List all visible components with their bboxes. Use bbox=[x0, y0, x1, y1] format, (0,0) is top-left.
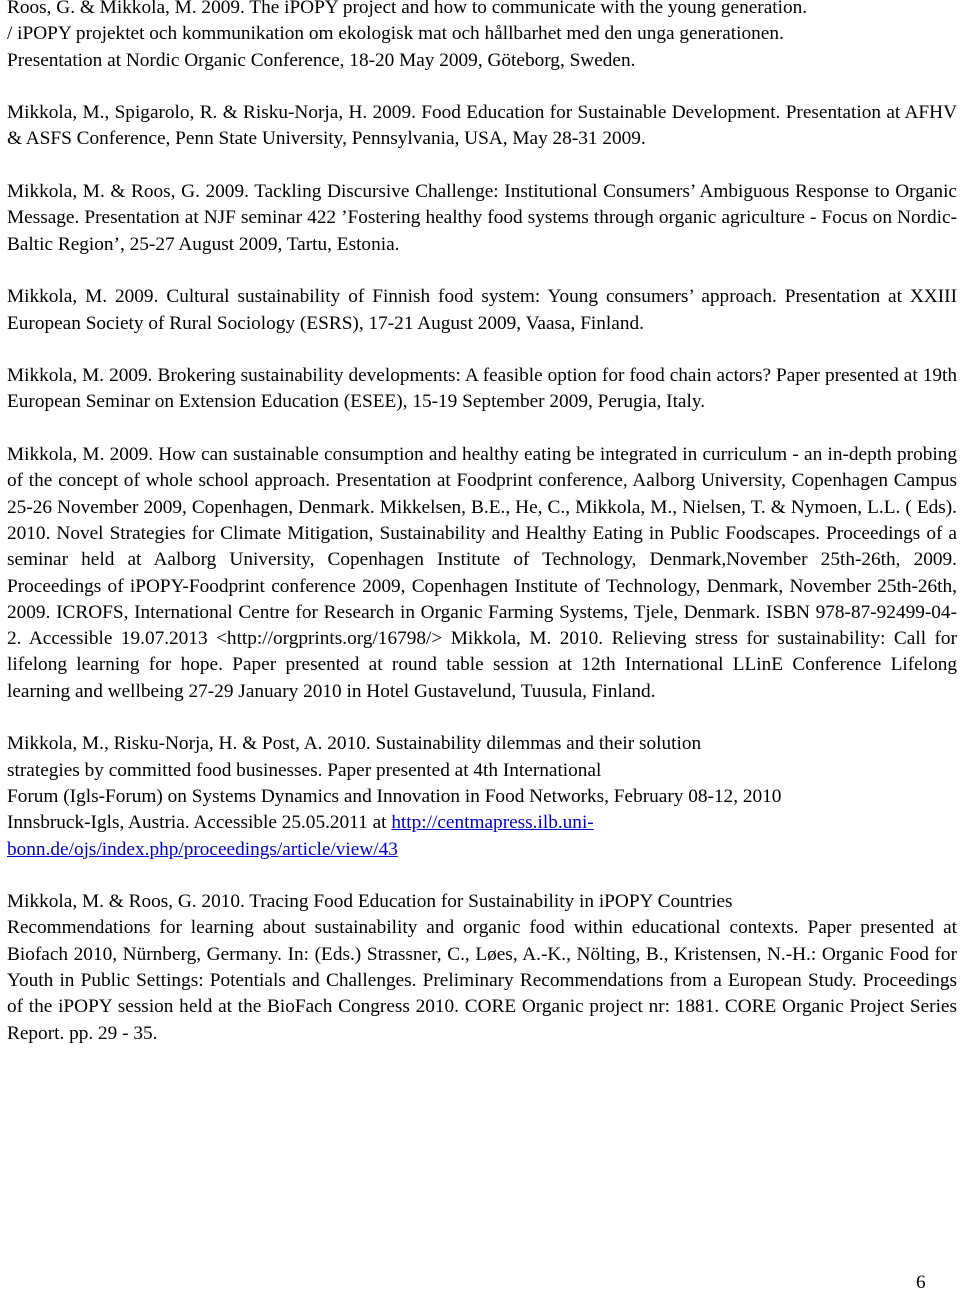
reference-line: Mikkola, M., Risku-Norja, H. & Post, A. 2010. Sustainability dilemmas and their solution bbox=[7, 733, 702, 755]
reference-line: Roos, G. & Mikkola, M. 2009. The iPOPY project and how to communicate with the young generation. bbox=[7, 0, 808, 18]
reference-line: / iPOPY projektet och kommunikation om ekologisk mat och hållbarhet med den unga generationen. bbox=[7, 23, 784, 45]
reference-line bbox=[7, 837, 957, 863]
paragraph-gap bbox=[7, 153, 957, 179]
centmapress-link[interactable]: http://centmapress.ilb.uni- bbox=[391, 812, 594, 834]
reference-line-text: Innsbruck-Igls, Austria. Accessible 25.05.2011 at bbox=[7, 812, 392, 834]
reference-list bbox=[7, 0, 957, 1047]
paragraph-gap bbox=[7, 416, 957, 442]
reference-text: Recommendations for learning about sustainability and organic food within educational contexts. Paper presented at Biofach 2010, Nürnberg, Germany. In: (Eds.) Strassner, C., Løes, A.-K., Nölting, B., Kristensen, N.-H.: Organic Food for Youth in Public Settings: Potentials and Challenges. Preliminary Recommendations from a European Study. Proceedings of the iPOPY session held at the BioFach Congress 2010. CORE Organic project nr: 1881. CORE Organic Project Series Report. pp. 29 - 35. bbox=[7, 917, 957, 1044]
reference-line bbox=[7, 810, 957, 836]
reference-roos-mikkola-2009 bbox=[7, 0, 957, 74]
page-number: 6 bbox=[916, 1272, 926, 1293]
reference-line: Forum (Igls-Forum) on Systems Dynamics and Innovation in Food Networks, February 08-12, 2010 bbox=[7, 785, 782, 807]
reference-mikkola-2009-brokering: Mikkola, M. 2009. Brokering sustainability developments: A feasible option for food chain actors? Paper presented at 19th European Seminar on Extension Education (ESEE), 15-19 September 2009, Perugia, Italy. bbox=[7, 365, 957, 413]
reference-line: strategies by committed food businesses. Paper presented at 4th International bbox=[7, 759, 602, 781]
reference-line: Presentation at Nordic Organic Conference, 18-20 May 2009, Göteborg, Sweden. bbox=[7, 49, 636, 71]
paragraph-gap bbox=[7, 705, 957, 731]
paragraph-gap bbox=[7, 863, 957, 889]
reference-mikkola-2009-curriculum: Mikkola, M. 2009. How can sustainable consumption and healthy eating be integrated in curriculum - an in-depth probing of the concept of whole school approach. Presentation at Foodprint conference, Aalborg University, Copenhagen Campus 25-26 November 2009, Copenhagen, Denmark. Mikkelsen, B.E., He, C., Mikkola, M., Nielsen, T. & Nymoen, L.L. ( Eds). 2010. Novel Strategies for Climate Mitigation, Sustainability and Healthy Eating in Public Foodscapes. Proceedings of a seminar held at Aalborg University, Copenhagen Institute of Technology, Denmark,November 25th-26th, 2009. Proceedings of iPOPY-Foodprint conference 2009, Copenhagen Institute of Technology, Denmark, November 25th-26th, 2009. ICROFS, International Centre for Research in Organic Farming Systems, Tjele, Denmark. ISBN 978-87-92499-04-2. Accessible 19.07.2013 <http://orgprints.org/16798/> Mikkola, M. 2010. Relieving stress for sustainability: Call for lifelong learning for hope. Paper presented at round table session at 12th International LLinE Conference Lifelong learning and wellbeing 27-29 January 2010 in Hotel Gustavelund, Tuusula, Finland. bbox=[7, 444, 957, 702]
reference-mikkola-2009-cultural: Mikkola, M. 2009. Cultural sustainability of Finnish food system: Young consumers’ approach. Presentation at XXIII European Society of Rural Sociology (ESRS), 17-21 August 2009, Vaasa, Finland. bbox=[7, 286, 957, 334]
reference-line: Mikkola, M. & Roos, G. 2010. Tracing Food Education for Sustainability in iPOPY Countries bbox=[7, 891, 733, 913]
centmapress-link-continued[interactable]: bonn.de/ojs/index.php/proceedings/article/view/43 bbox=[7, 838, 398, 860]
paragraph-gap bbox=[7, 258, 957, 284]
paragraph-gap bbox=[7, 74, 957, 100]
paragraph-gap bbox=[7, 337, 957, 363]
reference-mikkola-spigarolo-2009: Mikkola, M., Spigarolo, R. & Risku-Norja, H. 2009. Food Education for Sustainable Development. Presentation at AFHV & ASFS Conference, Penn State University, Pennsylvania, USA, May 28-31 2009. bbox=[7, 102, 957, 150]
reference-mikkola-risku-norja-post-2010 bbox=[7, 731, 957, 862]
reference-mikkola-roos-2009: Mikkola, M. & Roos, G. 2009. Tackling Discursive Challenge: Institutional Consumers’ Ambiguous Response to Organic Message. Presentation at NJF seminar 422 ’Fostering healthy food systems through organic agriculture - Focus on Nordic-Baltic Region’, 25-27 August 2009, Tartu, Estonia. bbox=[7, 181, 957, 255]
reference-mikkola-roos-2010 bbox=[7, 889, 957, 1047]
